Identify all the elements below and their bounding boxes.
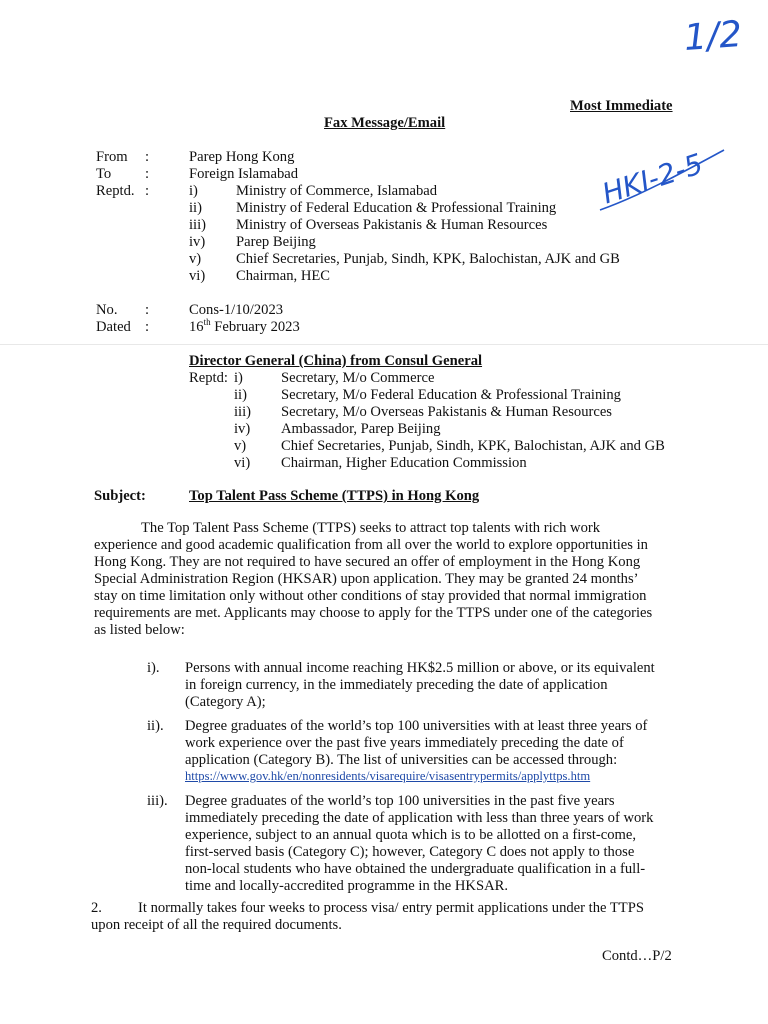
reptd-item-text: Ministry of Overseas Pakistanis & Human Resources <box>236 217 548 233</box>
document-title: Fax Message/Email <box>324 115 446 131</box>
addressee-item-num: iii) <box>234 404 252 420</box>
category-line: experience, subject to an annual quota which is to be allotted on a first-come, <box>185 827 637 843</box>
paragraph-number: 2. <box>91 900 102 916</box>
continued-marker: Contd…P/2 <box>602 948 672 964</box>
to-label: To <box>96 166 112 182</box>
intro-line: requirements are met. Applicants may choose to apply for the TTPS under one of the categories <box>94 605 653 621</box>
reptd-item-text: Chief Secretaries, Punjab, Sindh, KPK, Balochistan, AJK and GB <box>236 251 620 267</box>
intro-line: The Top Talent Pass Scheme (TTPS) seeks to attract top talents with rich work <box>141 520 601 536</box>
category-number: iii). <box>147 793 168 809</box>
category-number: ii). <box>147 718 164 734</box>
addressee-item-text: Secretary, M/o Federal Education & Professional Training <box>281 387 621 403</box>
category-line: time and locally-accredited programme in the HKSAR. <box>185 878 508 894</box>
reptd-item-text: Ministry of Commerce, Islamabad <box>236 183 438 199</box>
reptd-item-text: Ministry of Federal Education & Professional Training <box>236 200 557 216</box>
from-label: From <box>96 149 128 165</box>
intro-line: experience and good academic qualification from all over the world to explore opportunities in <box>94 537 648 553</box>
reptd-item-text: Parep Beijing <box>236 234 316 250</box>
handwritten-page-mark: 1/2 <box>682 14 744 59</box>
addressee-item-text: Ambassador, Parep Beijing <box>281 421 441 437</box>
date-day: 16 <box>189 319 204 335</box>
category-line: in foreign currency, in the immediately preceding the date of application <box>185 677 608 693</box>
paragraph-line: It normally takes four weeks to process visa/ entry permit applications under the TTPS <box>138 900 644 916</box>
reptd-item-num: ii) <box>189 200 202 216</box>
category-line: non-local students who have obtained the undergraduate qualification in a full- <box>185 861 646 877</box>
date-suffix: th <box>203 317 211 328</box>
addressee-item-num: i) <box>234 370 243 386</box>
category-line: Persons with annual income reaching HK$2.5 million or above, or its equivalent <box>185 660 655 676</box>
from-value: Parep Hong Kong <box>189 149 295 165</box>
priority-label: Most Immediate <box>570 98 673 114</box>
intro-line: Special Administration Region (HKSAR) upon application. They may be granted 24 months’ <box>94 571 639 587</box>
addressee-item-num: v) <box>234 438 247 454</box>
category-line: Degree graduates of the world’s top 100 universities in the past five years <box>185 793 615 809</box>
handwritten-reference-text: HKI-2-5 <box>598 147 707 211</box>
number-label: No. <box>96 302 118 318</box>
reptd-label: Reptd. <box>96 183 135 199</box>
to-colon: : <box>145 166 150 182</box>
addressee-item-num: iv) <box>234 421 251 437</box>
addressee-item-text: Chief Secretaries, Punjab, Sindh, KPK, Balochistan, AJK and GB <box>281 438 665 454</box>
category-line: (Category A); <box>185 694 266 710</box>
subject-label: Subject: <box>94 488 146 504</box>
reptd-item-num: vi) <box>189 268 206 284</box>
category-number: i). <box>147 660 160 676</box>
category-line: work experience over the past five years immediately preceding the date of <box>185 735 624 751</box>
intro-line: stay on time limitation only without other conditions of stay provided that normal immigration <box>94 588 647 604</box>
addressee-item-num: vi) <box>234 455 251 471</box>
dated-colon: : <box>145 319 150 335</box>
addressee-item-text: Secretary, M/o Overseas Pakistanis & Human Resources <box>281 404 612 420</box>
to-value: Foreign Islamabad <box>189 166 299 182</box>
intro-line: Hong Kong. They are not required to have secured an offer of employment in the Hong Kong <box>94 554 641 570</box>
number-colon: : <box>145 302 150 318</box>
reptd-item-num: iii) <box>189 217 207 233</box>
date-month-year: February 2023 <box>210 319 300 335</box>
addressee-title: Director General (China) from Consul General <box>189 353 483 369</box>
reptd-item-num: i) <box>189 183 198 199</box>
universities-list-link[interactable]: https://www.gov.hk/en/nonresidents/visarequire/visasentrypermits/applyttps.htm <box>185 769 591 783</box>
scan-artifact-line <box>0 344 768 345</box>
subject-text: Top Talent Pass Scheme (TTPS) in Hong Kong <box>189 488 480 504</box>
addressee-reptd-label: Reptd: <box>189 370 228 386</box>
category-line: first-served basis (Category C); however, Category C does not apply to those <box>185 844 635 860</box>
reference-number: Cons-1/10/2023 <box>189 302 284 318</box>
document-date <box>189 319 300 336</box>
intro-line: as listed below: <box>94 622 185 638</box>
reptd-item-text: Chairman, HEC <box>236 268 331 284</box>
addressee-item-num: ii) <box>234 387 247 403</box>
reptd-item-num: v) <box>189 251 202 267</box>
reptd-item-num: iv) <box>189 234 206 250</box>
reptd-colon: : <box>145 183 150 199</box>
category-line: Degree graduates of the world’s top 100 universities with at least three years of <box>185 718 648 734</box>
addressee-item-text: Secretary, M/o Commerce <box>281 370 435 386</box>
addressee-item-text: Chairman, Higher Education Commission <box>281 455 527 471</box>
handwritten-reference-signature <box>592 110 732 220</box>
paragraph-line: upon receipt of all the required documents. <box>91 917 342 933</box>
from-colon: : <box>145 149 150 165</box>
dated-label: Dated <box>96 319 131 335</box>
category-line: immediately preceding the date of application with less than three years of work <box>185 810 654 826</box>
category-line: application (Category B). The list of universities can be accessed through: <box>185 752 618 768</box>
